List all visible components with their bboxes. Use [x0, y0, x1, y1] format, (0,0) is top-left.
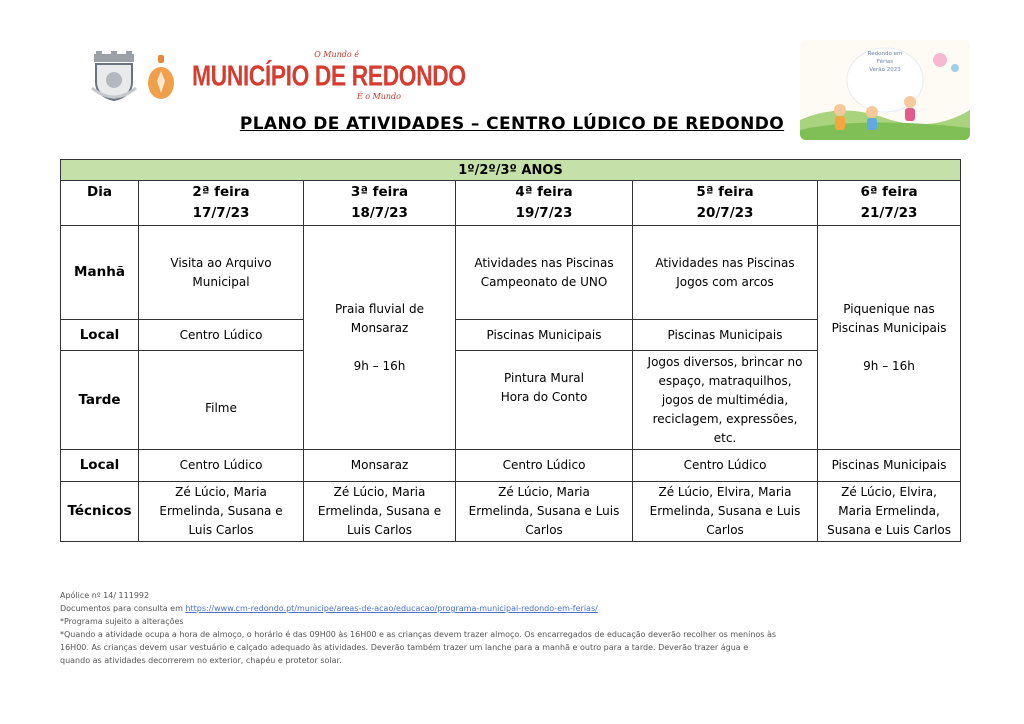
wednesday-staff: Zé Lúcio, Maria Ermelinda, Susana e Luis Carlos [456, 482, 633, 542]
thursday-afternoon-cell: Jogos diversos, brincar no espaço, matraquilhos, jogos de multimédia, reciclagem, expressões, etc. [633, 351, 818, 450]
footer-notes [60, 589, 965, 667]
tuesday-staff: Zé Lúcio, Maria Ermelinda, Susana e Luis Carlos [304, 482, 456, 542]
thursday-afternoon-location: Centro Lúdico [633, 450, 818, 482]
thursday-morning-cell: Atividades nas Piscinas Jogos com arcos [633, 226, 818, 320]
tuesday-afternoon-location: Monsaraz [304, 450, 456, 482]
day-header-tuesday: 3ª feira 18/7/23 [304, 181, 456, 226]
note-lunch-line-2: 16H00. As crianças devem usar vestuário e calçado adequado às atividades. Deverão também trazer um lanche para a manhã e outro para a tarde. Deverão trazer água e [60, 643, 749, 652]
documents-link[interactable]: https://www.cm-redondo.pt/municipe/areas-de-acao/educacao/programa-municipal-redondo-em-ferias/ [185, 604, 598, 613]
wednesday-morning-cell: Atividades nas Piscinas Campeonato de UNO [456, 226, 633, 320]
monday-afternoon-location: Centro Lúdico [139, 450, 304, 482]
monday-morning-location: Centro Lúdico [139, 320, 304, 351]
monday-morning-cell: Visita ao Arquivo Municipal [139, 226, 304, 320]
document-title: PLANO DE ATIVIDADES – CENTRO LÚDICO DE REDONDO [239, 114, 785, 134]
thursday-staff: Zé Lúcio, Elvira, Maria Ermelinda, Susana e Luis Carlos [633, 482, 818, 542]
thursday-morning-location: Piscinas Municipais [633, 320, 818, 351]
brand-tagline-top: O Mundo é [314, 50, 359, 59]
morning-location-row-head: Local [61, 320, 139, 351]
note-program-changes: *Programa sujeito a alterações [60, 617, 184, 626]
day-header-monday: 2ª feira 17/7/23 [139, 181, 304, 226]
morning-row-head: Manhã [61, 226, 139, 320]
note-lunch-line-3: quando as atividades decorrerem no exterior, chapéu e protetor solar. [60, 656, 342, 665]
day-header-row [61, 181, 961, 226]
friday-afternoon-location: Piscinas Municipais [818, 450, 961, 482]
municipal-crest-icon [90, 50, 138, 102]
activity-schedule-table [60, 159, 961, 542]
morning-row [61, 226, 961, 320]
day-header-thursday: 5ª feira 20/7/23 [633, 181, 818, 226]
grade-band-title: 1º/2º/3º ANOS [61, 160, 961, 181]
monday-staff: Zé Lúcio, Maria Ermelinda, Susana e Luis Carlos [139, 482, 304, 542]
documents-line [60, 602, 965, 615]
tuesday-allday-cell: Praia fluvial de Monsaraz 9h – 16h [304, 226, 456, 450]
wednesday-afternoon-cell: Pintura Mural Hora do Conto [456, 351, 633, 450]
summer-holidays-poster [800, 40, 970, 140]
grade-band-row [61, 160, 961, 181]
insurance-policy: Apólice nº 14/ 111992 [60, 591, 150, 600]
brand-name: MUNICÍPIO DE REDONDO [192, 59, 466, 92]
friday-staff: Zé Lúcio, Elvira, Maria Ermelinda, Susana e Luis Carlos [818, 482, 961, 542]
poster-text: Redondo em Férias Verão 2023 [867, 51, 903, 73]
monday-afternoon-cell: Filme [139, 351, 304, 450]
afternoon-location-row-head: Local [61, 450, 139, 482]
friday-allday-cell: Piquenique nas Piscinas Municipais 9h – 16h [818, 226, 961, 450]
wednesday-morning-location: Piscinas Municipais [456, 320, 633, 351]
brand-tagline-bottom: É o Mundo [356, 92, 401, 101]
staff-row [61, 482, 961, 542]
staff-row-head: Técnicos [61, 482, 139, 542]
municipality-logo [192, 48, 466, 108]
afternoon-location-row [61, 450, 961, 482]
note-lunch-line-1: *Quando a atividade ocupa a hora de almoço, o horário é das 09H00 às 16H00 e as crianças devem trazer almoço. Os encarregados de educação deverão recolher os meninos às [60, 630, 777, 639]
afternoon-row-head: Tarde [61, 351, 139, 450]
documents-label: Documentos para consulta em [60, 604, 183, 613]
day-header-friday: 6ª feira 21/7/23 [818, 181, 961, 226]
wednesday-afternoon-location: Centro Lúdico [456, 450, 633, 482]
pottery-logo-icon [146, 53, 176, 101]
day-header-wednesday: 4ª feira 19/7/23 [456, 181, 633, 226]
day-column-header: Dia [61, 181, 139, 226]
